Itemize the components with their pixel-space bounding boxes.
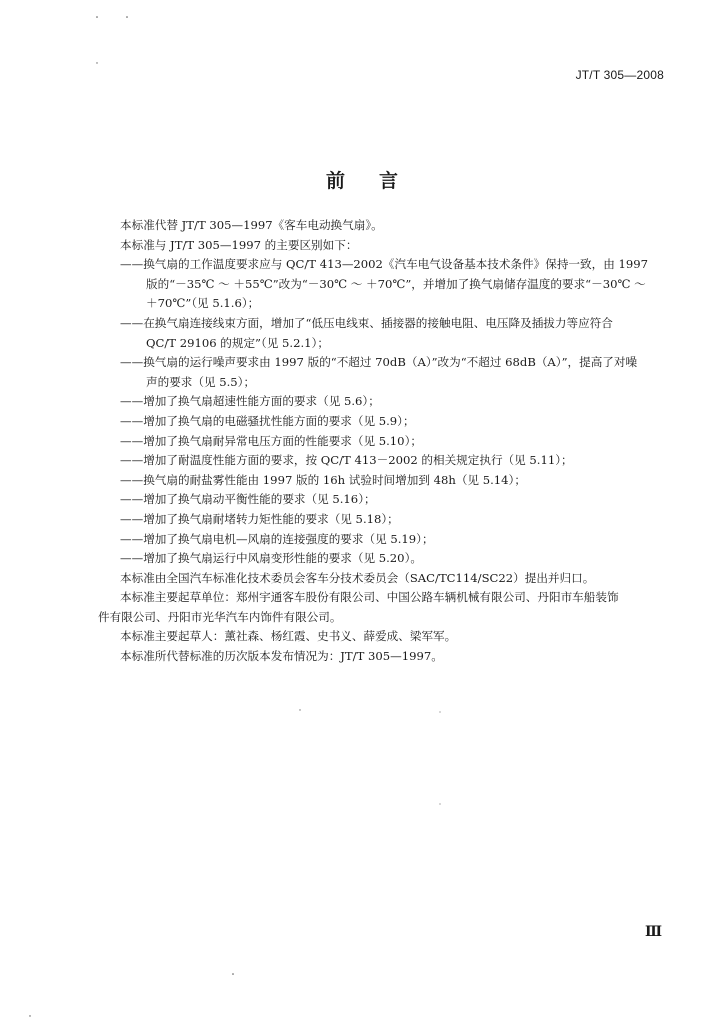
text-line: 本标准主要起草人：薰社森、杨红霞、史书义、薛爱成、梁军军。 (120, 629, 457, 644)
list-item: ——增加了换气扇的电磁骚扰性能方面的要求（见 5.9）； (120, 413, 415, 428)
list-item: ——在换气扇连接线束方面，增加了“低压电线束、插接器的接触电阻、电压降及插拔力等应符合 (120, 315, 613, 330)
list-item: ——增加了换气扇耐堵转力矩性能的要求（见 5.18）； (120, 511, 399, 526)
list-item: ——增加了耐温度性能方面的要求，按 QC/T 413－2002 的相关规定执行（见 5.11）； (120, 453, 573, 468)
standard-code-header: JT/T 305—2008 (575, 68, 664, 82)
text-line: 本标准代替 JT/T 305—1997《客车电动换气扇》。 (120, 218, 383, 232)
list-item-continuation: ＋70℃”（见 5.1.6）； (146, 296, 260, 311)
list-item-continuation: 版的“－35℃ ～ ＋55℃”改为“－30℃ ～ ＋70℃”，并增加了换气扇储存温度的要求“－30℃ ～ (146, 276, 646, 291)
list-item: ——换气扇的工作温度要求应与 QC/T 413—2002《汽车电气设备基本技术条件》保持一致，由 1997 (120, 257, 648, 272)
list-item: ——换气扇的耐盐雾性能由 1997 版的 16h 试验时间增加到 48h（见 5.14）； (120, 472, 526, 487)
list-item: ——增加了换气扇耐异常电压方面的性能要求（见 5.10）； (120, 433, 422, 448)
text-line-continuation: 件有限公司、丹阳市光华汽车内饰件有限公司。 (98, 609, 342, 624)
list-item: ——增加了换气扇超速性能方面的要求（见 5.6）； (120, 394, 380, 409)
list-item-continuation: 声的要求（见 5.5）； (146, 374, 256, 389)
text-line: 本标准与 JT/T 305—1997 的主要区别如下： (120, 237, 358, 252)
list-item: ——增加了换气扇电机—风扇的连接强度的要求（见 5.19）； (120, 531, 434, 546)
page-number: Ⅲ (644, 924, 662, 940)
foreword-body (98, 216, 667, 667)
title-char-1: 前 (325, 170, 345, 192)
text-line: 本标准主要起草单位：郑州宇通客车股份有限公司、中国公路车辆机械有限公司、丹阳市车船装饰 (120, 590, 619, 605)
list-item: ——换气扇的运行噪声要求由 1997 版的“不超过 70dB（A）”改为“不超过 68dB（A）”，提高了对噪 (120, 355, 638, 370)
list-item: ——增加了换气扇运行中风扇变形性能的要求（见 5.20）。 (120, 551, 422, 566)
text-line: 本标准由全国汽车标准化技术委员会客车分技术委员会（SAC/TC114/SC22）提出并归口。 (120, 570, 595, 585)
text-line: 本标准所代替标准的历次版本发布情况为：JT/T 305—1997。 (120, 649, 443, 664)
list-item-continuation: QC/T 29106 的规定”（见 5.2.1）； (146, 335, 329, 350)
list-item: ——增加了换气扇动平衡性能的要求（见 5.16）； (120, 492, 376, 507)
title-char-2: 言 (379, 170, 399, 192)
page-title (0, 166, 724, 193)
